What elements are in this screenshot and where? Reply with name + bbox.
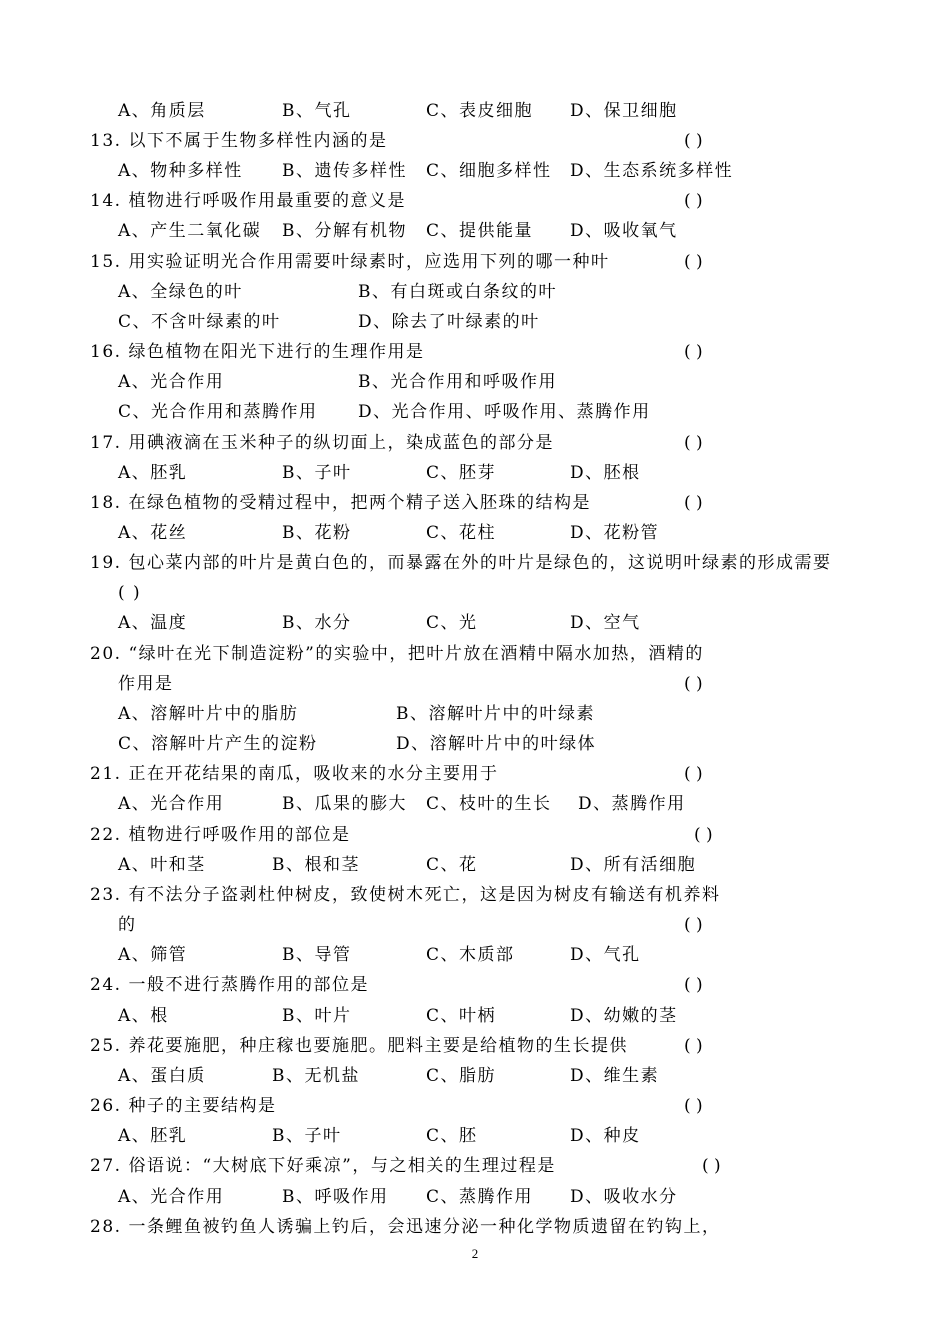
option-choice: A、光合作用 (118, 794, 225, 814)
option-choice: A、胚乳 (118, 1126, 188, 1146)
question-text: 22. 植物进行呼吸作用的部位是 (90, 825, 351, 845)
option-choice: C、溶解叶片产生的淀粉 (118, 734, 318, 754)
option-choice: C、胚 (426, 1126, 478, 1146)
option-choice: ( ) (118, 583, 142, 603)
option-choice: D、光合作用、呼吸作用、蒸腾作用 (358, 402, 651, 422)
option-choice: C、光 (426, 613, 478, 633)
question-text: 16. 绿色植物在阳光下进行的生理作用是 (90, 342, 425, 362)
option-choice: D、种皮 (570, 1126, 641, 1146)
option-choice: C、提供能量 (426, 221, 534, 241)
option-choice: B、瓜果的膨大 (282, 794, 407, 814)
option-choice: B、子叶 (282, 463, 352, 483)
option-choice: C、枝叶的生长 (426, 794, 552, 814)
answer-blank: ( ) (684, 191, 703, 211)
option-choice: D、维生素 (570, 1066, 660, 1086)
question-text: 25. 养花要施肥，种庄稼也要施肥。肥料主要是给植物的生长提供 (90, 1036, 628, 1056)
option-choice: B、水分 (282, 613, 352, 633)
option-choice: A、溶解叶片中的脂肪 (118, 704, 299, 724)
option-choice: C、表皮细胞 (426, 101, 534, 121)
answer-blank: ( ) (694, 825, 713, 845)
question-text: 28. 一条鲤鱼被钓鱼人诱骗上钓后，会迅速分泌一种化学物质遗留在钓钩上， (90, 1217, 721, 1237)
answer-blank: ( ) (684, 433, 703, 453)
answer-blank: ( ) (684, 764, 703, 784)
answer-blank: ( ) (684, 1036, 703, 1056)
option-choice: D、除去了叶绿素的叶 (358, 312, 540, 332)
option-choice: C、脂肪 (426, 1066, 497, 1086)
question-text: 18. 在绿色植物的受精过程中，把两个精子送入胚珠的结构是 (90, 493, 591, 513)
option-choice: B、呼吸作用 (282, 1187, 389, 1207)
answer-blank: ( ) (684, 252, 703, 272)
option-choice: A、光合作用 (118, 1187, 225, 1207)
option-choice: C、花柱 (426, 523, 497, 543)
option-choice: A、产生二氧化碳 (118, 221, 262, 241)
option-choice: C、蒸腾作用 (426, 1187, 534, 1207)
option-choice: B、遗传多样性 (282, 161, 407, 181)
question-text: 24. 一般不进行蒸腾作用的部位是 (90, 975, 369, 995)
option-choice: B、分解有机物 (282, 221, 407, 241)
question-text: 19. 包心菜内部的叶片是黄白色的，而暴露在外的叶片是绿色的，这说明叶绿素的形成需要 (90, 553, 832, 573)
option-choice: C、不含叶绿素的叶 (118, 312, 281, 332)
option-choice: C、叶柄 (426, 1006, 497, 1026)
option-choice: B、气孔 (282, 101, 352, 121)
option-choice: B、光合作用和呼吸作用 (358, 372, 557, 392)
option-choice: B、溶解叶片中的叶绿素 (396, 704, 595, 724)
option-choice: A、角质层 (118, 101, 206, 121)
option-choice: D、空气 (570, 613, 641, 633)
question-text: 23. 有不法分子盗剥杜仲树皮，致使树木死亡，这是因为树皮有输送有机养料 (90, 885, 721, 905)
question-text: 26. 种子的主要结构是 (90, 1096, 277, 1116)
option-choice: A、蛋白质 (118, 1066, 206, 1086)
option-choice: A、筛管 (118, 945, 188, 965)
option-choice: D、保卫细胞 (570, 101, 678, 121)
question-text: 15. 用实验证明光合作用需要叶绿素时，应选用下列的哪一种叶 (90, 252, 610, 272)
option-choice: C、光合作用和蒸腾作用 (118, 402, 318, 422)
option-choice: A、胚乳 (118, 463, 188, 483)
option-choice: A、光合作用 (118, 372, 225, 392)
answer-blank: ( ) (684, 342, 703, 362)
answer-blank: ( ) (684, 975, 703, 995)
answer-blank: ( ) (684, 1096, 703, 1116)
option-choice: B、有白斑或白条纹的叶 (358, 282, 557, 302)
option-choice: B、花粉 (282, 523, 352, 543)
option-choice: B、导管 (282, 945, 352, 965)
option-choice: B、无机盐 (272, 1066, 360, 1086)
option-choice: D、气孔 (570, 945, 641, 965)
option-choice: 的 (118, 915, 137, 935)
option-choice: D、溶解叶片中的叶绿体 (396, 734, 597, 754)
answer-blank: ( ) (684, 493, 703, 513)
option-choice: D、花粉管 (570, 523, 660, 543)
answer-blank: ( ) (684, 915, 703, 935)
question-text: 21. 正在开花结果的南瓜，吸收来的水分主要用于 (90, 764, 499, 784)
option-choice: D、所有活细胞 (570, 855, 697, 875)
page-number: 2 (471, 1246, 479, 1261)
option-choice: D、蒸腾作用 (578, 794, 686, 814)
option-choice: C、胚芽 (426, 463, 497, 483)
question-text: 20. “绿叶在光下制造淀粉”的实验中，把叶片放在酒精中隔水加热，酒精的 (90, 644, 704, 664)
option-choice: B、子叶 (272, 1126, 342, 1146)
question-text: 14. 植物进行呼吸作用最重要的意义是 (90, 191, 406, 211)
option-choice: A、全绿色的叶 (118, 282, 243, 302)
answer-blank: ( ) (684, 674, 703, 694)
question-text: 27. 俗语说：“大树底下好乘凉”，与之相关的生理过程是 (90, 1156, 556, 1176)
option-choice: C、木质部 (426, 945, 515, 965)
option-choice: A、叶和茎 (118, 855, 206, 875)
option-choice: C、细胞多样性 (426, 161, 552, 181)
option-choice: B、根和茎 (272, 855, 360, 875)
option-choice: D、吸收水分 (570, 1187, 678, 1207)
option-choice: A、花丝 (118, 523, 188, 543)
answer-blank: ( ) (684, 131, 703, 151)
option-choice: A、根 (118, 1006, 169, 1026)
option-choice: B、叶片 (282, 1006, 352, 1026)
question-text: 13. 以下不属于生物多样性内涵的是 (90, 131, 388, 151)
question-text: 17. 用碘液滴在玉米种子的纵切面上，染成蓝色的部分是 (90, 433, 554, 453)
option-choice: D、胚根 (570, 463, 641, 483)
option-choice: C、花 (426, 855, 478, 875)
option-choice: D、生态系统多样性 (570, 161, 734, 181)
answer-blank: ( ) (702, 1156, 721, 1176)
option-choice: D、吸收氧气 (570, 221, 678, 241)
option-choice: A、物种多样性 (118, 161, 243, 181)
option-choice: D、幼嫩的茎 (570, 1006, 678, 1026)
option-choice: 作用是 (118, 674, 174, 694)
option-choice: A、温度 (118, 613, 188, 633)
